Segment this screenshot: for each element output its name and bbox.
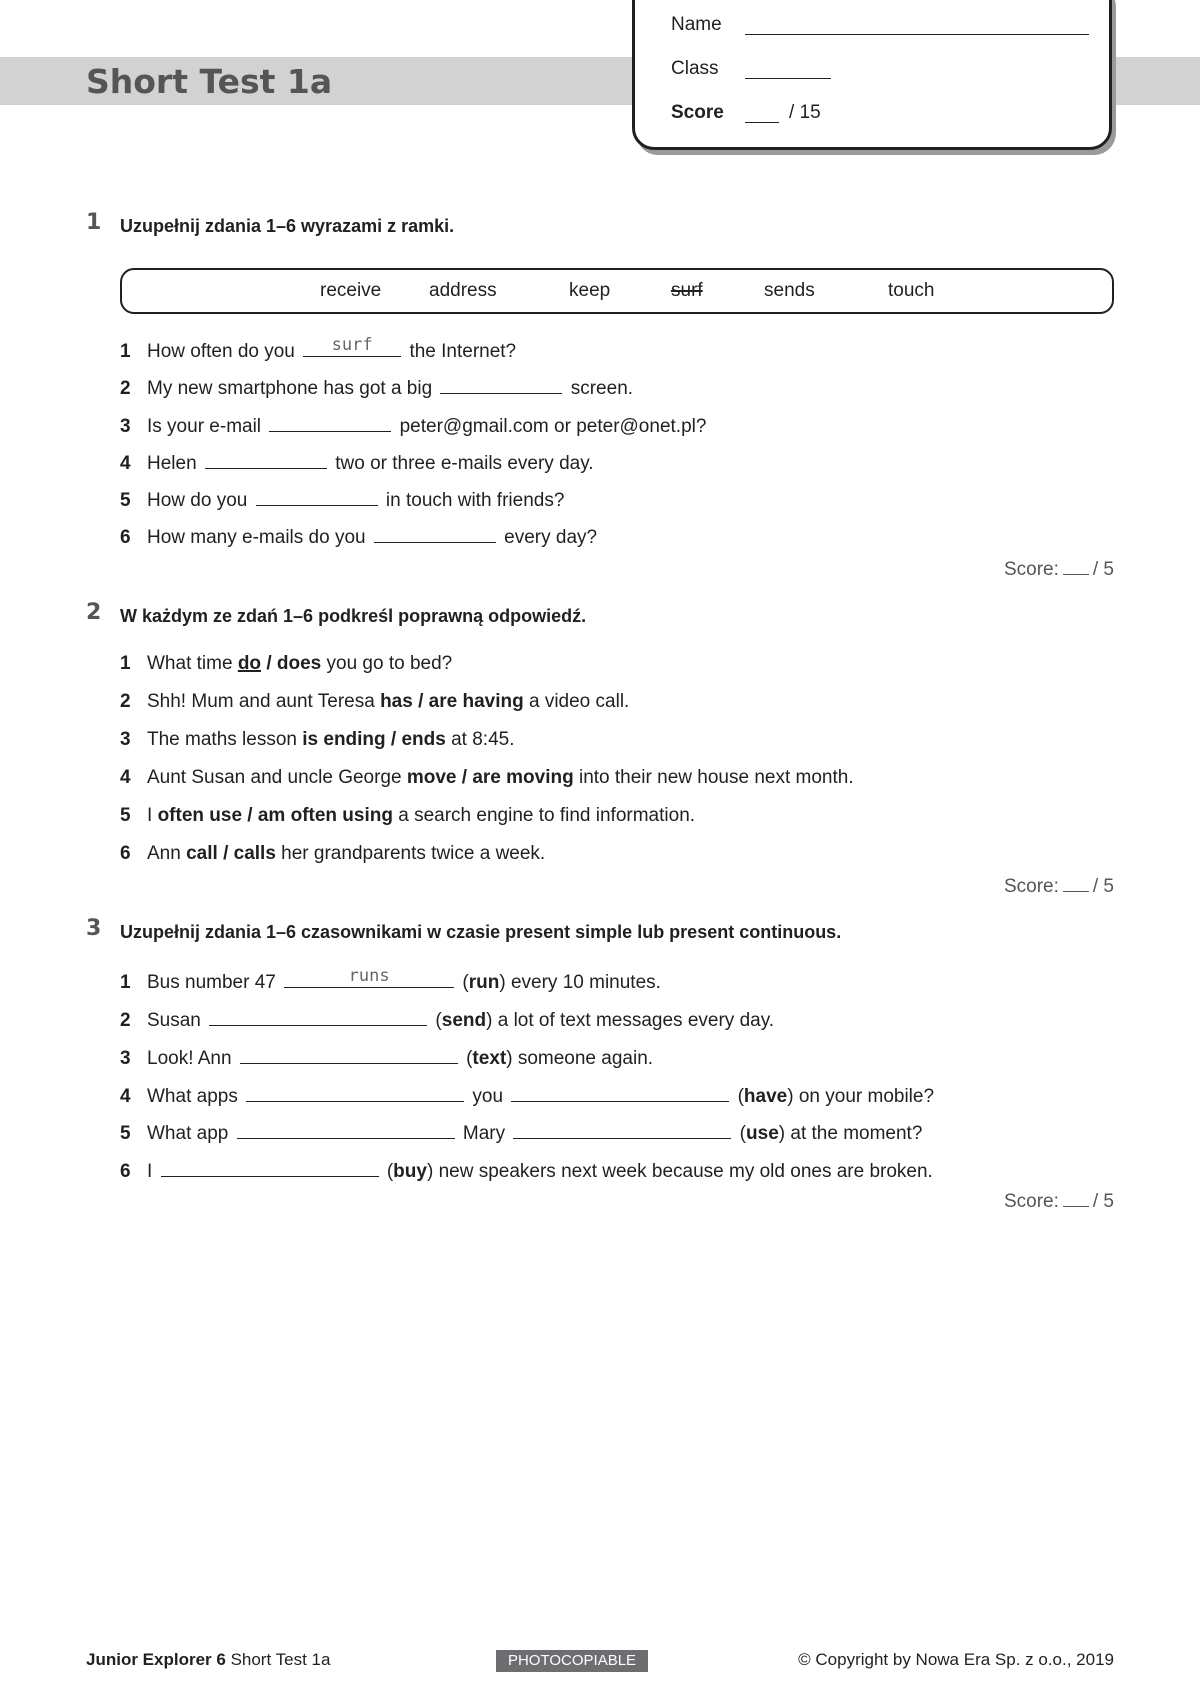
footer-series: Junior Explorer 6 (86, 1650, 226, 1669)
word-receive: receive (320, 280, 382, 301)
name-label: Name (671, 14, 722, 35)
ex3-q5-answer-field-2[interactable] (513, 1118, 731, 1139)
exercise-3-number: 3 (86, 916, 102, 941)
ex3-score-field[interactable] (1063, 1188, 1089, 1207)
ex2-question-6: 6 Ann call / calls her grandparents twice a week. (120, 843, 546, 864)
ex3-q4-answer-field-1[interactable] (246, 1081, 464, 1102)
exercise-1-instruction: Uzupełnij zdania 1–6 wyrazami z ramki. (120, 216, 455, 236)
ex1-q4-answer-field[interactable] (205, 448, 327, 469)
ex3-question-1: 1 Bus number 47 runs (run) every 10 minutes. (120, 967, 661, 993)
ex1-q3-answer-field[interactable] (269, 411, 391, 432)
ex3-q1-example-answer: runs (348, 966, 390, 986)
ex2-q1-option-a[interactable]: do (237, 653, 262, 674)
word-touch: touch (888, 280, 935, 301)
ex1-q6-answer-field[interactable] (374, 522, 496, 543)
score-total: / 15 (789, 102, 821, 123)
ex2-q3-options[interactable]: is ending / ends (302, 729, 446, 750)
ex1-q1-answer-field[interactable] (303, 336, 401, 357)
footer-copyright: © Copyright by Nowa Era Sp. z o.o., 2019 (798, 1650, 1114, 1669)
ex1-question-4: 4 Helen two or three e-mails every day. (120, 448, 594, 474)
ex3-q4-answer-field-2[interactable] (511, 1081, 729, 1102)
ex3-question-4: 4 What apps you (have) on your mobile? (120, 1081, 934, 1107)
ex1-q2-answer-field[interactable] (440, 373, 562, 394)
ex2-question-1: 1 What time do / does you go to bed? (120, 653, 453, 674)
exercise-1-number: 1 (86, 210, 102, 235)
ex2-question-5: 5 I often use / am often using a search engine to find information. (120, 805, 696, 826)
footer-test: Short Test 1a (230, 1650, 331, 1669)
ex3-question-5: 5 What app Mary (use) at the moment? (120, 1118, 922, 1144)
word-keep: keep (569, 280, 611, 301)
word-surf-used: surf (671, 280, 703, 301)
ex3-question-3: 3 Look! Ann (text) someone again. (120, 1043, 653, 1069)
score-field[interactable] (745, 122, 779, 123)
exercise-3-instruction: Uzupełnij zdania 1–6 czasownikami w czasie present simple lub present continuous. (120, 922, 842, 942)
score-label: Score (671, 102, 724, 123)
ex1-q5-answer-field[interactable] (256, 485, 378, 506)
ex1-question-5: 5 How do you in touch with friends? (120, 485, 564, 511)
ex3-q1-answer-field[interactable] (284, 967, 454, 988)
ex1-q1-example-answer: surf (331, 335, 373, 355)
ex2-q5-options[interactable]: often use / am often using (157, 805, 393, 826)
page-title: Short Test 1a (86, 62, 333, 101)
ex3-question-2: 2 Susan (send) a lot of text messages every day. (120, 1005, 774, 1031)
ex2-question-2: 2 Shh! Mum and aunt Teresa has / are having a video call. (120, 691, 630, 712)
ex2-q1-option-b[interactable]: does (276, 653, 322, 674)
ex2-q2-options[interactable]: has / are having (380, 691, 524, 712)
ex3-score: Score: / 5 (1004, 1188, 1114, 1213)
class-label: Class (671, 58, 719, 79)
ex3-question-6: 6 I (buy) new speakers next week because my old ones are broken. (120, 1156, 933, 1182)
name-field[interactable] (745, 34, 1089, 35)
ex2-q4-options[interactable]: move / are moving (406, 767, 574, 788)
ex3-q6-answer-field[interactable] (161, 1156, 379, 1177)
exercise-2-instruction: W każdym ze zdań 1–6 podkreśl poprawną odpowiedź. (120, 606, 587, 626)
ex3-q5-answer-field-1[interactable] (237, 1118, 455, 1139)
ex2-question-3: 3 The maths lesson is ending / ends at 8:45. (120, 729, 515, 750)
ex2-question-4: 4 Aunt Susan and uncle George move / are moving into their new house next month. (120, 767, 854, 788)
ex1-question-3: 3 Is your e-mail peter@gmail.com or peter@onet.pl? (120, 411, 706, 437)
ex3-q3-answer-field[interactable] (240, 1043, 458, 1064)
ex1-question-2: 2 My new smartphone has got a big screen. (120, 373, 633, 399)
photocopiable-badge: PHOTOCOPIABLE (496, 1650, 648, 1672)
ex1-question-6: 6 How many e-mails do you every day? (120, 522, 597, 548)
ex1-score-field[interactable] (1063, 556, 1089, 575)
ex2-score-field[interactable] (1063, 873, 1089, 892)
exercise-2-number: 2 (86, 600, 102, 625)
word-box (120, 268, 1114, 314)
ex2-q6-options[interactable]: call / calls (186, 843, 276, 864)
footer-title (86, 1650, 330, 1670)
ex3-q2-answer-field[interactable] (209, 1005, 427, 1026)
word-sends: sends (764, 280, 815, 301)
ex1-score: Score: / 5 (1004, 556, 1114, 581)
ex1-question-1: 1 How often do you surf the Internet? (120, 336, 516, 362)
ex2-score: Score: / 5 (1004, 873, 1114, 898)
class-field[interactable] (745, 78, 831, 79)
student-info-box (632, 0, 1112, 150)
word-address: address (429, 280, 497, 301)
